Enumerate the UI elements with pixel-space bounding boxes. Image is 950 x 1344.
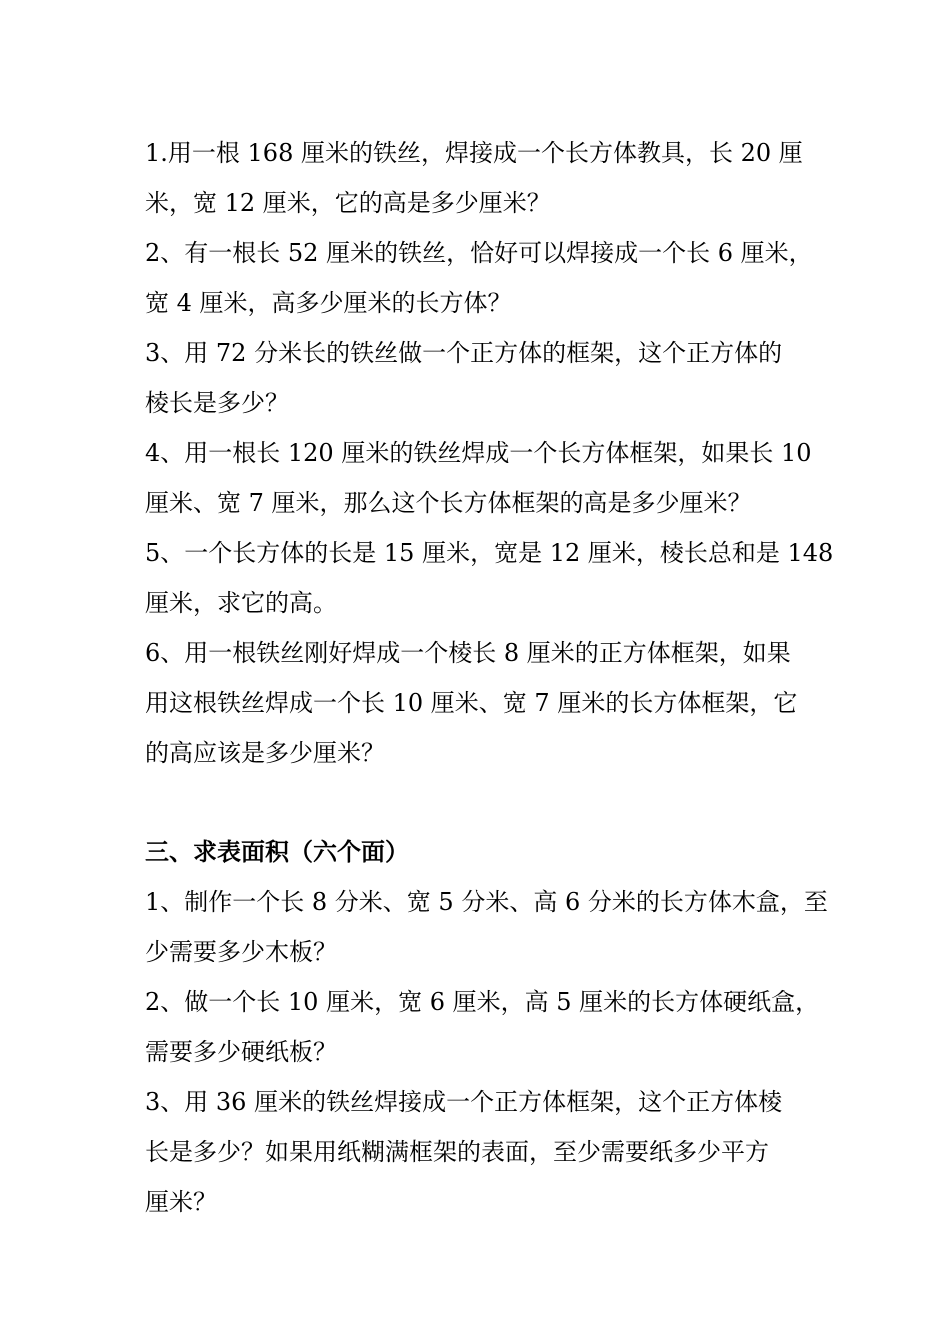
problem-line: 6、用一根铁丝刚好焊成一个棱长 8 厘米的正方体框架，如果 — [145, 639, 791, 667]
problem-2-6 — [145, 628, 810, 778]
problem-line: 5、一个长方体的长是 15 厘米，宽是 12 厘米，棱长总和是 148 — [145, 539, 834, 567]
problem-2-5 — [145, 528, 834, 628]
problem-line: 厘米，求它的高。 — [145, 589, 337, 617]
problem-line: 2、做一个长 10 厘米，宽 6 厘米，高 5 厘米的长方体硬纸盒， — [145, 988, 820, 1016]
problem-line: 2、有一根长 52 厘米的铁丝，恰好可以焊接成一个长 6 厘米， — [145, 239, 813, 267]
problem-line: 少需要多少木板？ — [145, 938, 337, 966]
problem-line: 1、制作一个长 8 分米、宽 5 分米、高 6 分米的长方体木盒，至 — [145, 888, 828, 916]
problem-line: 的高应该是多少厘米？ — [145, 739, 385, 767]
section-spacer — [145, 778, 810, 827]
problem-2-2 — [145, 228, 813, 328]
problem-2-4 — [145, 428, 810, 528]
problem-line: 米，宽 12 厘米，它的高是多少厘米？ — [145, 189, 551, 217]
problem-line: 宽 4 厘米，高多少厘米的长方体？ — [145, 289, 512, 317]
problem-2-3 — [145, 328, 810, 428]
problem-3-1 — [145, 877, 828, 977]
problem-line: 1.用一根 168 厘米的铁丝，焊接成一个长方体教具，长 20 厘 — [145, 139, 803, 167]
section-heading: 三、求表面积（六个面） — [145, 837, 409, 866]
problem-3-3 — [145, 1077, 810, 1227]
problem-line: 需要多少硬纸板？ — [145, 1038, 337, 1066]
problem-line: 用这根铁丝焊成一个长 10 厘米、宽 7 厘米的长方体框架，它 — [145, 689, 798, 717]
problem-line: 长是多少？如果用纸糊满框架的表面，至少需要纸多少平方 — [145, 1138, 769, 1166]
problem-line: 厘米？ — [145, 1188, 217, 1216]
problem-line: 3、用 36 厘米的铁丝焊接成一个正方体框架，这个正方体棱 — [145, 1088, 783, 1116]
document-page — [145, 128, 834, 1227]
problem-2-1 — [145, 128, 810, 228]
problem-line: 厘米、宽 7 厘米，那么这个长方体框架的高是多少厘米？ — [145, 489, 752, 517]
problem-line: 棱长是多少？ — [145, 389, 289, 417]
problem-3-2 — [145, 977, 820, 1077]
problem-line: 4、用一根长 120 厘米的铁丝焊成一个长方体框架，如果长 10 — [145, 439, 812, 467]
problem-line: 3、用 72 分米长的铁丝做一个正方体的框架，这个正方体的 — [145, 339, 783, 367]
